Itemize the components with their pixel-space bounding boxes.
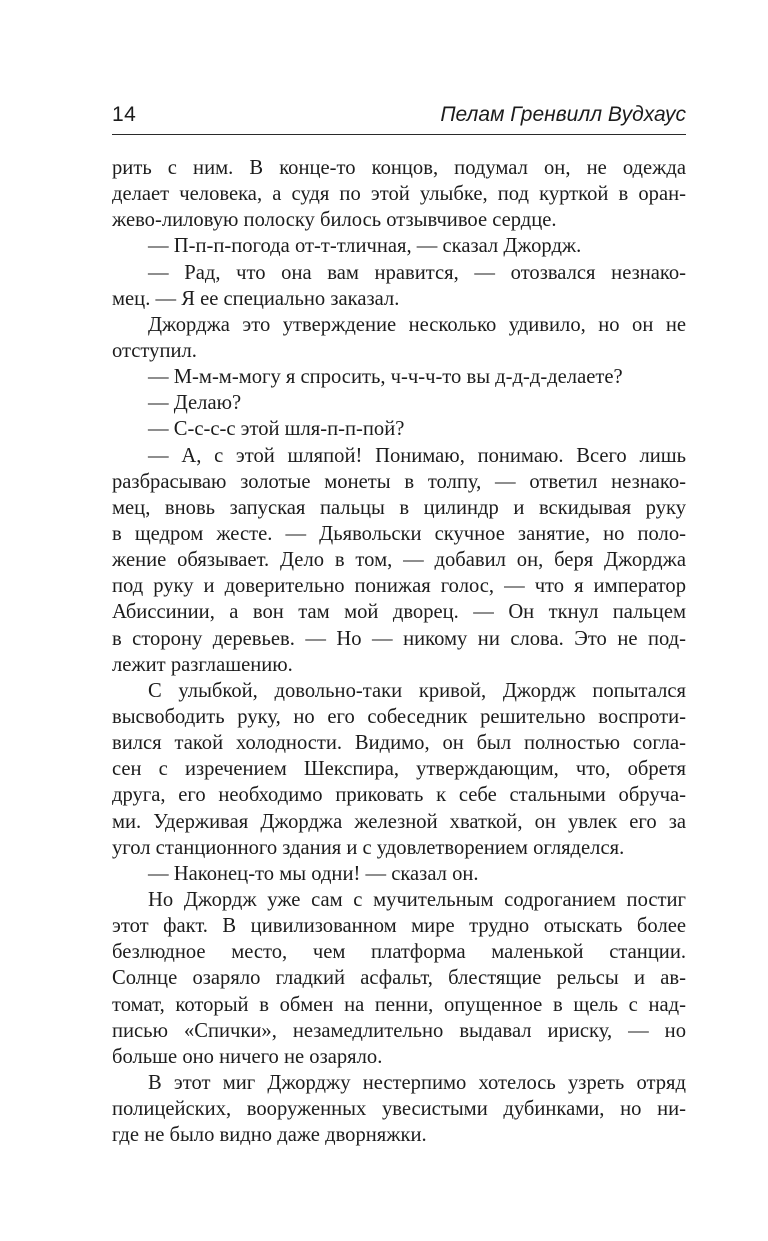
text-line: — А, с этой шляпой! Понимаю, понимаю. Всего лишь — [148, 444, 686, 467]
text-line: отступил. — [112, 339, 197, 362]
body-text — [112, 155, 686, 1148]
text-line: рить с ним. В конце-то концов, подумал он, не одежда — [112, 157, 686, 179]
text-line: в щедром жесте. — Дьявольски скучное занятие, но поло- — [112, 522, 686, 545]
text-line: угол станционного здания и с удовлетворением огляделся. — [112, 836, 625, 859]
header-rule — [112, 134, 686, 135]
text-line: Но Джордж уже сам с мучительным содроганием постиг — [148, 888, 686, 911]
text-line: где не было видно даже дворняжки. — [112, 1124, 427, 1147]
text-line: ми. Удерживая Джорджа железной хваткой, он увлек его за — [112, 810, 686, 833]
page-header — [112, 100, 686, 132]
text-line: сен с изречением Шекспира, утверждающим, что, обретя — [112, 758, 686, 781]
text-line: Солнце озаряло гладкий асфальт, блестящие рельсы и ав- — [112, 967, 686, 990]
text-line: Абиссинии, а вон там мой дворец. — Он ткнул пальцем — [112, 601, 686, 624]
text-line: жево-лиловую полоску билось отзывчивое сердце. — [112, 209, 557, 232]
text-line: под руку и доверительно понижая голос, — что я император — [112, 575, 686, 598]
text-line: — П-п-п-погода от-т-тличная, — сказал Джордж. — [148, 235, 582, 258]
text-line: вился такой холодности. Видимо, он был полностью согла- — [112, 732, 686, 755]
text-line: томат, который в обмен на пенни, опущенное в щель с над- — [112, 993, 686, 1016]
text-line: полицейских, вооруженных увесистыми дубинками, но ни- — [112, 1098, 686, 1121]
page-number: 14 — [112, 103, 137, 126]
text-line: в сторону деревьев. — Но — никому ни слова. Это не под- — [112, 627, 686, 650]
text-line: Джорджа это утверждение несколько удивило, но он не — [148, 313, 686, 336]
text-line: этот факт. В цивилизованном мире трудно отыскать более — [112, 915, 686, 938]
text-line: С улыбкой, довольно-таки кривой, Джордж попытался — [148, 679, 686, 702]
text-line: писью «Спички», незамедлительно выдавал ириску, — но — [112, 1019, 686, 1042]
running-title: Пелам Гренвилл Вудхаус — [440, 103, 686, 126]
text-line: мец. — Я ее специально заказал. — [112, 287, 400, 310]
text-line: — С-с-с-с этой шля-п-п-пой? — [148, 418, 405, 441]
text-line: — Наконец-то мы одни! — сказал он. — [148, 862, 479, 885]
text-line: друга, его необходимо приковать к себе стальными обруча- — [112, 784, 686, 807]
text-line: — М-м-м-могу я спросить, ч-ч-ч-то вы д-д-д-делаете? — [148, 366, 623, 389]
text-line: мец, вновь запуская пальцы в цилиндр и вскидывая руку — [112, 496, 686, 519]
text-line: высвободить руку, но его собеседник решительно воспроти- — [112, 705, 686, 728]
text-line: — Делаю? — [148, 392, 242, 415]
text-line: жение обязывает. Дело в том, — добавил он, беря Джорджа — [112, 549, 686, 572]
text-line: разбрасываю золотые монеты в толпу, — ответил незнако- — [112, 470, 686, 493]
text-line: делает человека, а судя по этой улыбке, под курткой в оран- — [112, 183, 686, 206]
text-line: больше оно ничего не озаряло. — [112, 1045, 383, 1068]
text-line: В этот миг Джорджу нестерпимо хотелось узреть отряд — [148, 1071, 686, 1094]
text-line: — Рад, что она вам нравится, — отозвался незнако- — [148, 261, 686, 284]
text-line: лежит разглашению. — [112, 653, 293, 676]
text-line: безлюдное место, чем платформа маленькой станции. — [112, 941, 686, 964]
